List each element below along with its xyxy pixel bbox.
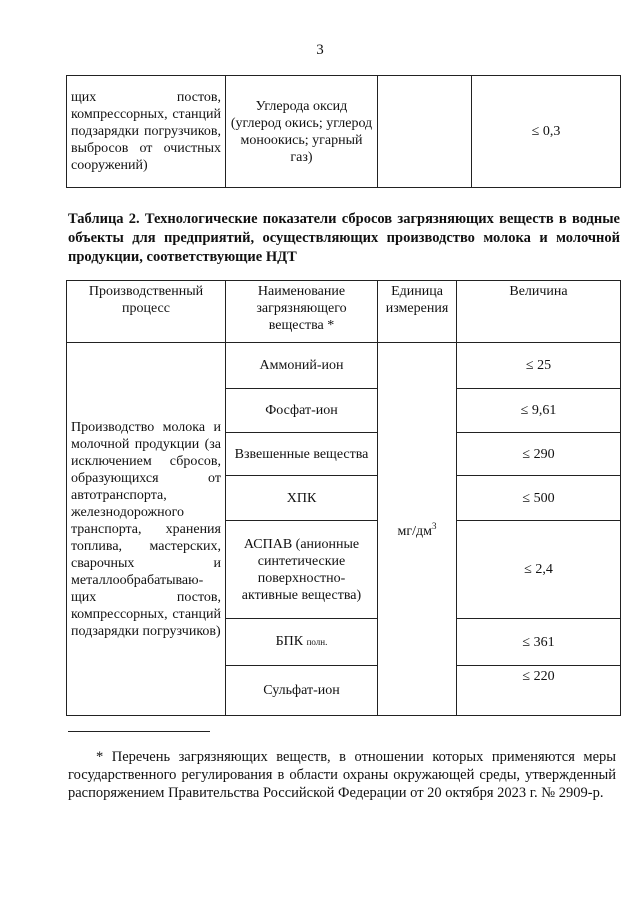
header-process: Производственный процесс: [67, 281, 226, 343]
substance-cell: Аммоний-ион: [226, 343, 378, 389]
header-substance: Наименование загрязняющего вещества *: [226, 281, 378, 343]
substance-cell: Сульфат-ион: [226, 666, 378, 716]
substance-text: БПК: [275, 634, 304, 649]
value-cell: ≤ 25: [457, 343, 621, 389]
unit-text: мг/дм: [397, 524, 432, 539]
table-row: [67, 76, 621, 188]
substance-cell: Взвешенные вещества: [226, 433, 378, 476]
value-cell: ≤ 220: [457, 666, 621, 716]
header-unit: Единица измерения: [378, 281, 457, 343]
value-cell: ≤ 9,61: [457, 389, 621, 433]
substance-cell: Углерода оксид (углерод окись; углерод моноокись; угарный газ): [226, 76, 378, 188]
emissions-table: [66, 280, 621, 716]
value-cell: ≤ 361: [457, 619, 621, 666]
value-cell: ≤ 0,3: [472, 76, 621, 188]
value-cell: ≤ 500: [457, 476, 621, 521]
substance-cell: АСПАВ (анионные синтетические поверхностно-активные вещества): [226, 521, 378, 619]
process-cell: щих постов, компрессорных, станций подзарядки погрузчиков, выбросов от очистных сооружений): [67, 76, 226, 188]
substance-cell: Фосфат-ион: [226, 389, 378, 433]
substance-cell: ХПК: [226, 476, 378, 521]
continued-table: [66, 75, 621, 188]
substance-cell: [226, 619, 378, 666]
footnote: * Перечень загрязняющих веществ, в отношении которых применяются меры государственного регулирования в области охраны окружающей среды, утвержденный распоряжением Правительства Российской Федерации от 20 октября 2023 г. № 2909-р.: [68, 749, 616, 801]
table-caption: Таблица 2. Технологические показатели сбросов загрязняющих веществ в водные объекты для предприятий, осуществляющих производство молока и молочной продукции, соответствующие НДТ: [68, 211, 620, 265]
footnote-divider: [68, 731, 210, 732]
unit-cell: [378, 343, 457, 716]
table-row: [67, 343, 621, 389]
value-cell: ≤ 2,4: [457, 521, 621, 619]
header-row: [67, 281, 621, 343]
process-cell: Производство молока и молочной продукции (за исключением сбросов, образующихся от автотранспорта, железнодорожного транспорта, хранения топлива, мастерских, сварочных и металлообрабатываю-щих постов, компрессорных, станций подзарядки погрузчиков): [67, 343, 226, 716]
page-number: 3: [316, 42, 324, 58]
unit-superscript: 3: [431, 521, 437, 531]
substance-subscript: полн.: [306, 637, 328, 647]
unit-cell: [378, 76, 472, 188]
header-value: Величина: [457, 281, 621, 343]
value-cell: ≤ 290: [457, 433, 621, 476]
